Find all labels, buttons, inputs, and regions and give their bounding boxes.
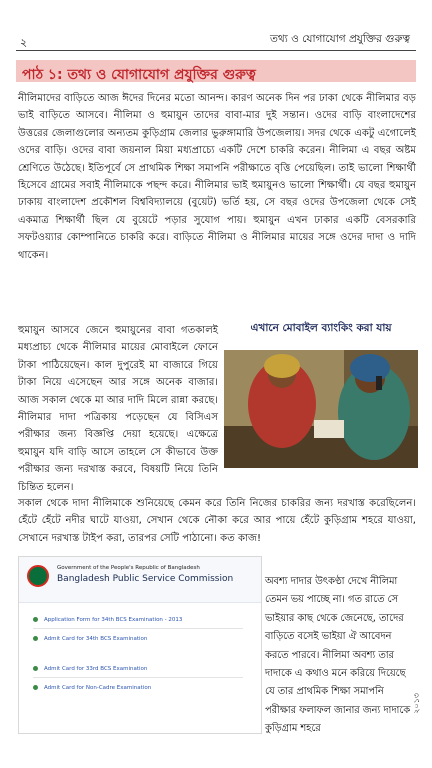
paragraph-intro: নীলিমাদের বাড়িতে আজ ঈদের দিনের মতো আনন্দ। কারণ অনেক দিন পর ঢাকা থেকে নীলিমার বড় ভাই বাড়িতে আসবে। নীলিমা ও হুমায়ুন তাদের বাবা-মার দুই সন্তান। ওদের বাড়ি বাংলাদেশের উত্তরের জেলাগুলোর অন্যতম কুড়িগ্রাম জেলার ভুরুঙ্গামারি উপজেলায়। সদর থেকে একটু এগোলেই ওদের বাড়ি। ওদের বাবা জয়নাল মিয়া মধ্যপ্রাচ্যে একটি দেশে চাকরি করেন। নীলিমা এ বছর অষ্টম শ্রেণিতে উঠেছে। ইতিপূর্বে সে প্রাথমিক শিক্ষা সমাপনি পরীক্ষাতে বৃত্তি পেয়েছিল। তাই ভালো শিক্ষার্থী হিসেবে গ্রামের সবাই নীলিমাকে পছন্দ করে। নীলিমার ভাই হুমায়ুনও ভালো শিক্ষার্থী। যে বছর হুমায়ুন ঢাকায় বাংলাদেশ প্রকৌশল বিশ্ববিদ্যালয়ে (বুয়েট) ভর্তি হয়, সে বছর ওদের উপজেলা থেকে সেই একমাত্র শিক্ষার্থী ছিল যে বুয়েটে পড়ার সুযোগ পায়। হুমায়ুন এখন ঢাকার একটি বেসরকারি সফটওয়্যার কোম্পানিতে চাকরি করে। বাড়িতে নীলিমা ও নীলিমার মায়ের সঙ্গে ওদের দাদা ও দাদি থাকেন। — [18, 93, 416, 261]
gov-line: Government of the People's Republic of Bangladesh — [57, 565, 200, 571]
page-header — [0, 0, 432, 56]
link-divider — [33, 628, 243, 629]
mobile-banking-photo — [224, 316, 418, 468]
bullet-icon — [33, 617, 38, 622]
paragraph-nilima: অবশ্য দাদার উৎকণ্ঠা দেখে নীলিমা তেমন ভয় পাচ্ছে না। গত রাতে সে ভাইয়ার কাছ থেকে জেনেছে, তাদের বাড়িতে বসেই ভাইয়া ঐ আবেদন করতে পারবে। নীলিমা অবশ্য তার দাদাকে এ কথাও মনে করিয়ে দিয়েছে যে তার প্রাথমিক শিক্ষা সমাপনি পরীক্ষার ফলাফল জানার জন্য দাদাকে কুড়িগ্রাম শহরে — [265, 576, 411, 735]
link-label: Application Form for 34th BCS Examination - 2013 — [44, 616, 183, 623]
link-label: Admit Card for Non-Cadre Examination — [44, 684, 152, 691]
link-label: Admit Card for 33rd BCS Examination — [44, 665, 148, 672]
paragraph-father: হুমায়ুন আসবে জেনে হুমায়ুনের বাবা গতকালই মধ্যপ্রাচ্য থেকে নীলিমার মায়ের মোবাইলে ফোনে টাকা পাঠিয়েছেন। কাল দুপুরেই মা বাজারে গিয়ে টাকা নিয়ে এসেছেন আর সঙ্গে অনেক বাজার। আজ সকাল থেকে মা আর দাদি মিলে রান্না করছে। নীলিমার দাদা পত্রিকায় পড়েছেন যে বিসিএস পরীক্ষার জন্য বিজ্ঞপ্তি দেয়া হয়েছে। এক্ষেত্রে হুমায়ুন যদি বাড়ি আসে তাহলে সে কীভাবে উক্ত পরীক্ষার জন্য দরখাস্ত করবে, বিষয়টি নিয়ে তিনি চিন্তিত হলেন। — [18, 325, 218, 493]
link-admit-34th[interactable] — [33, 632, 243, 645]
header-rule — [16, 50, 416, 51]
photo-caption: এখানে মোবাইল ব্যাংকিং করা যায় — [250, 322, 392, 334]
bpsc-name: Bangladesh Public Service Commission — [57, 574, 234, 584]
link-label: Admit Card for 34th BCS Examination — [44, 635, 148, 642]
link-admit-33rd[interactable] — [33, 662, 243, 675]
photo-illustration — [224, 316, 418, 468]
link-application-34th[interactable] — [33, 613, 243, 626]
bpsc-website-screenshot — [18, 556, 262, 734]
running-title: তথ্য ও যোগাযোগ প্রযুক্তির গুরুত্ব — [270, 33, 410, 45]
page-number: ২ — [20, 36, 28, 49]
link-admit-non-cadre[interactable] — [33, 681, 243, 694]
bangladesh-seal-icon — [27, 565, 49, 587]
link-divider — [33, 677, 243, 678]
bullet-icon — [33, 636, 38, 641]
bullet-icon — [33, 666, 38, 671]
lesson-title: পাঠ ১: তথ্য ও যোগাযোগ প্রযুক্তির গুরুত্ব — [22, 67, 256, 83]
bpsc-banner — [19, 557, 261, 603]
bullet-icon — [33, 685, 38, 690]
bpsc-link-list — [33, 613, 243, 694]
paragraph-grandfather: সকাল থেকে দাদা নীলিমাকে শুনিয়েছে কেমন করে তিনি নিজের চাকরির জন্য দরখাস্ত করেছিলেন। হেঁটে হেঁটে নদীর ঘাটে যাওয়া, সেখান থেকে নৌকা করে আর পায়ে হেঁটে কুড়িগ্রাম শহরে যাওয়া, সেখানে দরখাস্ত টাইপ করা, তারপর সেটি পাঠানো। কত কাজ! — [18, 498, 416, 544]
side-year-number: ২০১৩ — [412, 693, 421, 714]
